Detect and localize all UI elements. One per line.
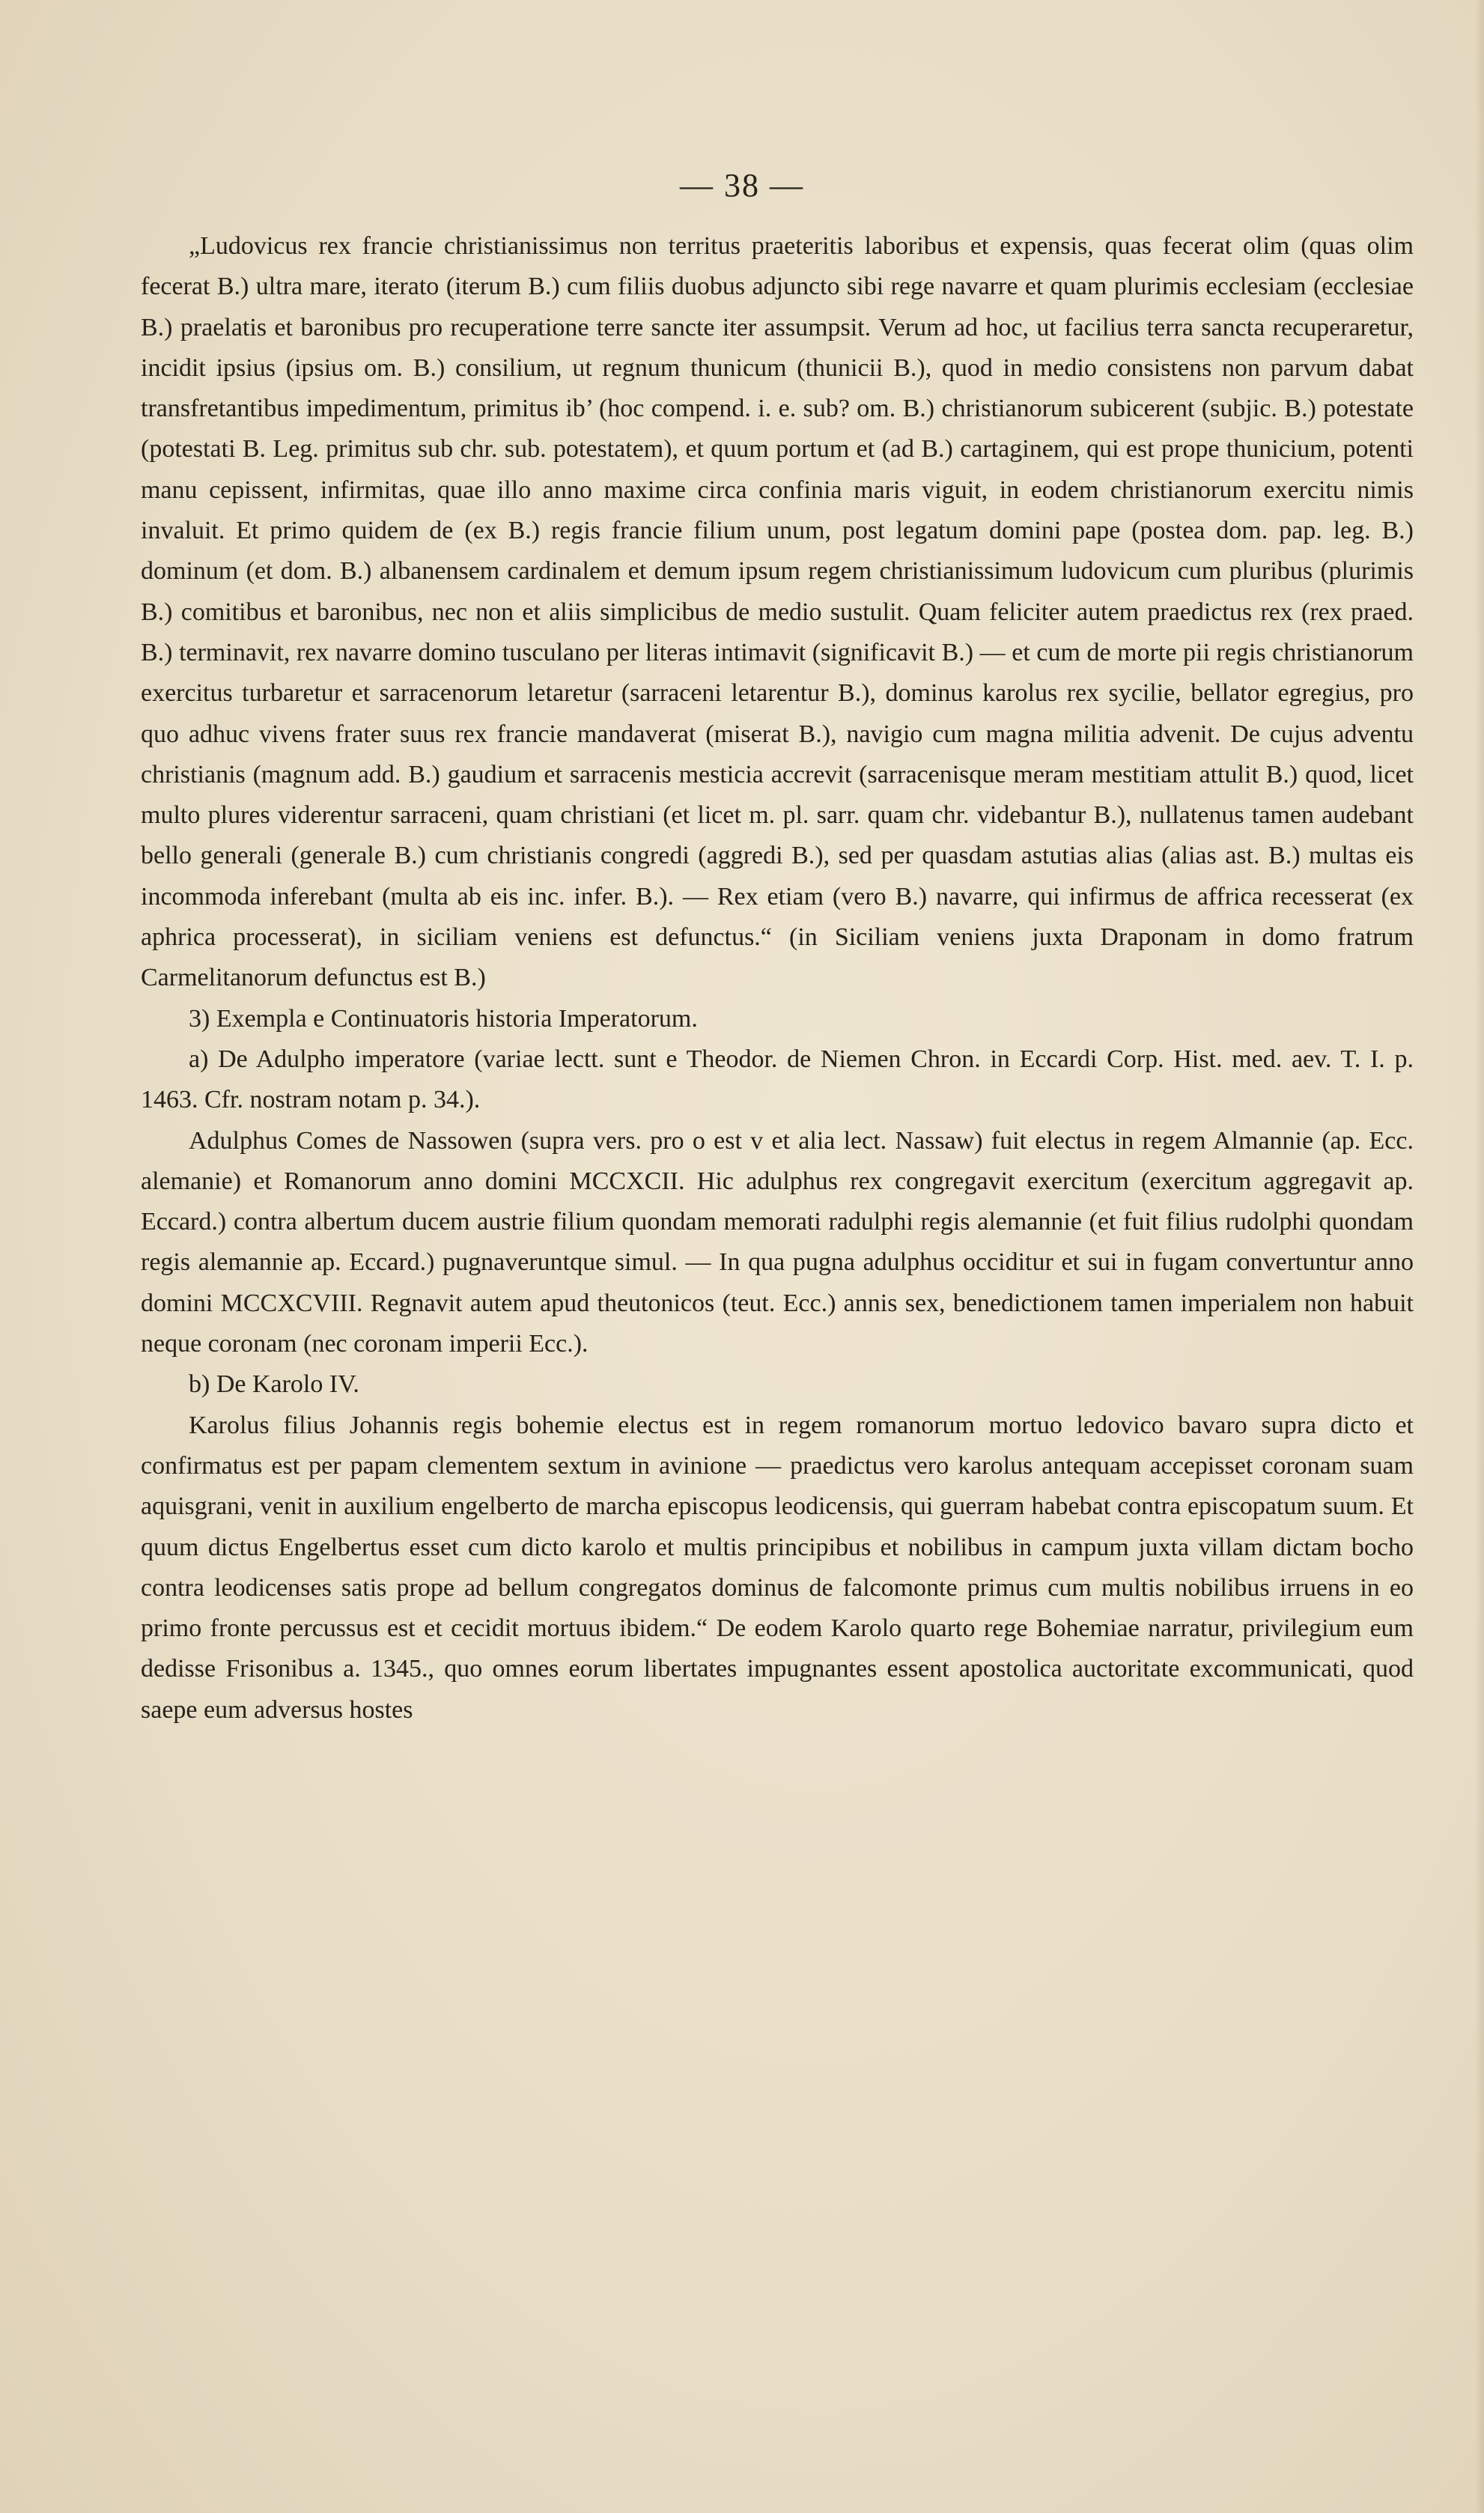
subsection-heading-adulpho: a) De Adulpho imperatore (variae lectt. sunt e Theodor. de Niemen Chron. in Eccardi Corp. Hist. med. aev. T. I. p. 1463. Cfr. nostram notam p. 34.). (141, 1045, 1414, 1114)
paper-edge-shadow (1475, 0, 1484, 2513)
paragraph-ludovicus-quotation: „Ludovicus rex francie christianissimus non territus praeteritis laboribus et expensis, quas fecerat olim (quas olim fecerat B.) ultra mare, iterato (iterum B.) cum filiis duobus adjuncto sibi rege navarre et quam plurimis ecclesiam (ecclesiae B.) praelatis et baronibus pro recuperatione terre sancte iter assumpsit. Verum ad hoc, ut facilius terra sancta recuperaretur, incidit ipsius (ipsius om. B.) consilium, ut regnum thunicum (thunicii B.), quod in medio consistens non parvum dabat transfretantibus impedimentum, primitus ib’ (hoc compend. i. e. sub? om. B.) christianorum subicerent (subjic. B.) potestate (potestati B. Leg. primitus sub chr. sub. potestatem), et quum portum et (ad B.) cartaginem, qui est prope thunicium, potenti manu cepissent, infirmitas, quae illo anno maxime circa confinia maris viguit, in eodem christianorum exercitu nimis invaluit. Et primo quidem de (ex B.) regis francie filium unum, post legatum domini pape (postea dom. pap. leg. B.) dominum (et dom. B.) albanensem cardinalem et demum ipsum regem christianissimum ludovicum cum pluribus (plurimis B.) comitibus et baronibus, nec non et aliis simplicibus de medio sustulit. Quam feliciter autem praedictus rex (rex praed. B.) terminavit, rex navarre domino tusculano per literas intimavit (significavit B.) — et cum de morte pii regis christianorum exercitus turbaretur et sarracenorum letaretur (sarraceni letarentur B.), dominus karolus rex sycilie, bellator egregius, pro quo adhuc vivens frater suus rex francie mandaverat (miserat B.), navigio cum magna militia advenit. De cujus adventu christianis (magnum add. B.) gaudium et sarracenis mesticia accrevit (sarracenisque meram mestitiam attulit B.) quod, licet multo plures viderentur sarraceni, quam christiani (et licet m. pl. sarr. quam chr. videbantur B.), nullatenus tamen audebant bello generali (generale B.) cum christianis congredi (aggredi B.), sed per quasdam astutias alias (alias ast. B.) multas eis incommoda inferebant (multa ab eis inc. infer. B.). — Rex etiam (vero B.) navarre, qui infirmus de affrica recesserat (ex aphrica processerat), in siciliam veniens est defunctus.“ (in Siciliam veniens juxta Draponam in domo fratrum Carmelitanorum defunctus est B.) (141, 232, 1414, 992)
subsection-heading-karolo: b) De Karolo IV. (189, 1370, 359, 1399)
page-number: — 38 — (680, 167, 804, 204)
body-text (141, 226, 1414, 1730)
paragraph-adulphus: Adulphus Comes de Nassowen (supra vers. pro o est v et alia lect. Nassaw) fuit electus in regem Almannie (ap. Ecc. alemanie) et Romanorum anno domini MCCXCII. Hic adulphus rex congregavit exercitum (exercitum aggregavit ap. Eccard.) contra albertum ducem austrie filium quondam memorati radulphi regis alemannie (et fuit filius rudolphi quondam regis alemannie ap. Eccard.) pugnaveruntque simul. — In qua pugna adulphus occiditur et sui in fugam convertuntur anno domini MCCXCVIII. Regnavit autem apud theutonicos (teut. Ecc.) annis sex, benedictionem tamen imperialem non habuit neque coronam (nec coronam imperii Ecc.). (141, 1126, 1414, 1358)
paragraph-karolus: Karolus filius Johannis regis bohemie electus est in regem romanorum mortuo ledovico bavaro supra dicto et confirmatus est per papam clementem sextum in avinione — praedictus vero karolus antequam accepisset coronam suam aquisgrani, venit in auxilium engelberto de marcha episcopus leodicensis, qui guerram habebat contra episcopatum suum. Et quum dictus Engelbertus esset cum dicto karolo et multis principibus et nobilibus in campum juxta villam dictam bocho contra leodicenses satis prope ad bellum congregatos dominus de falcomonte primus cum multis nobilibus irruens in eo primo fronte percussus est et cecidit mortuus ibidem.“ De eodem Karolo quarto rege Bohemiae narratur, privilegium eum dedisse Frisonibus a. 1345., quo omnes eorum libertates impugnantes essent apostolica auctoritate excommunicati, quod saepe eum adversus hostes (141, 1411, 1414, 1724)
section-heading-continuator: 3) Exempla e Continuatoris historia Imperatorum. (189, 1004, 698, 1033)
